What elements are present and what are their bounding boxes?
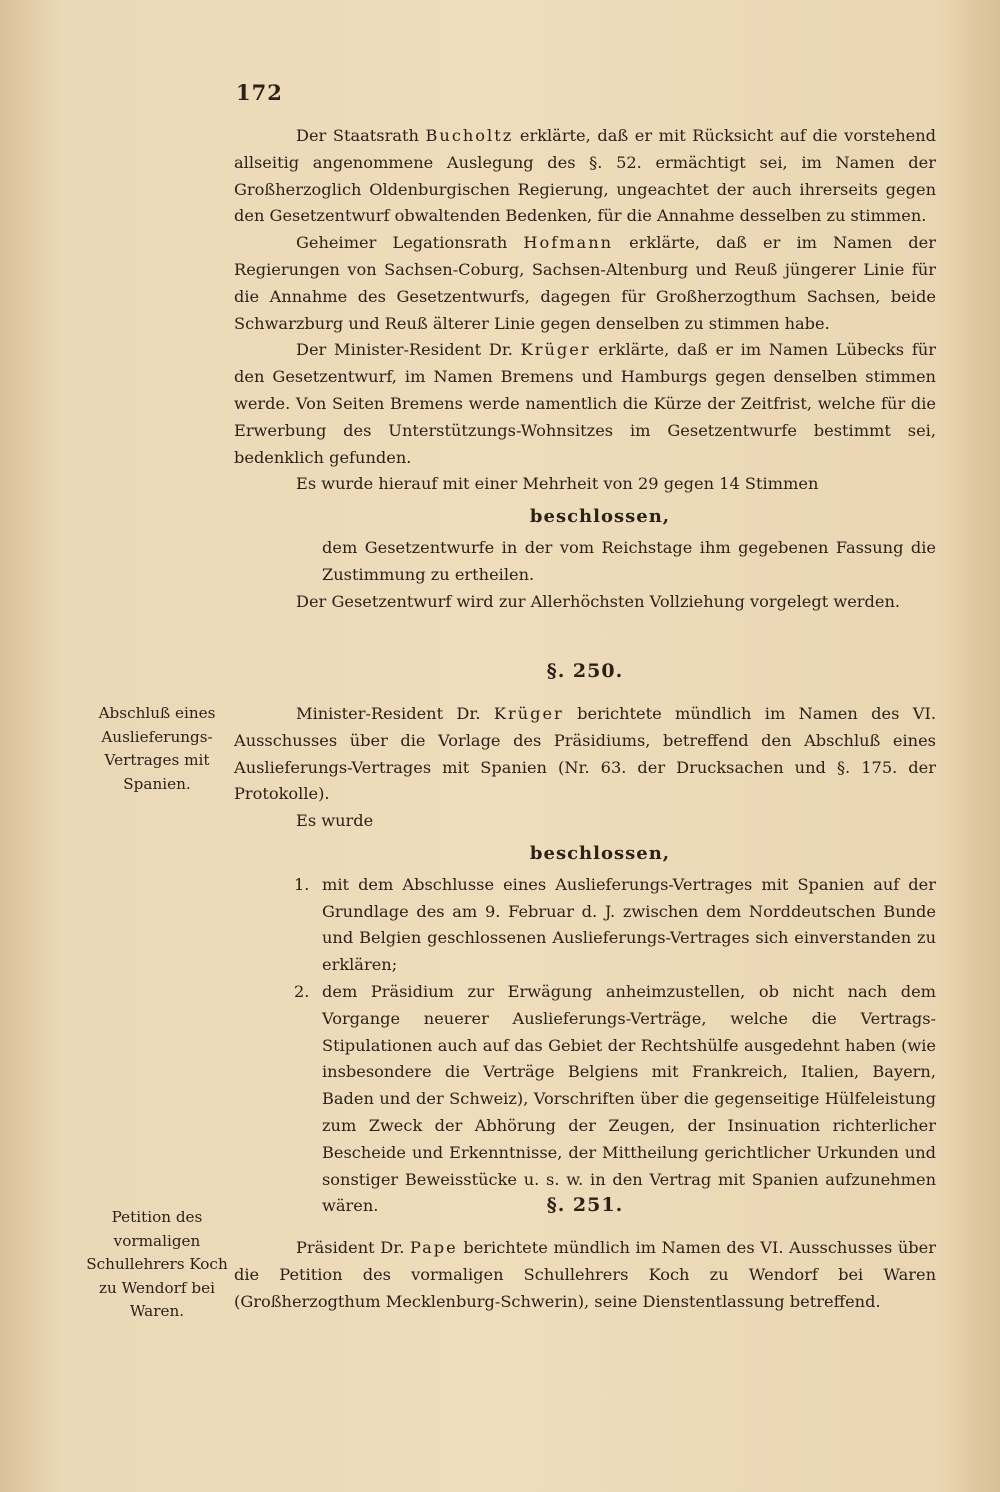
paragraph-report-250: [234, 701, 936, 808]
person-name: Pape: [409, 1238, 458, 1257]
text-run: Präsident Dr.: [296, 1238, 410, 1257]
section-250-body: [234, 701, 936, 1220]
text-run: Minister-Resident Dr.: [296, 704, 494, 723]
list-item: [234, 979, 936, 1220]
protocol-block-1: [234, 123, 936, 615]
list-text: dem Präsidium zur Erwägung anheimzustellen, ob nicht nach dem Vorgange neuerer Auslieferungs-Verträge, welche die Vertrags-Stipulationen auch auf das Gebiet der Rechtshülfe ausgedehnt haben (wie insbesondere die Verträge Belgiens mit Frankreich, Italien, Bayern, Baden und der Schweiz), Vorschriften über die gegenseitige Hülfeleistung zum Zweck der Abhörung der Zeugen, der Insinuation richterlicher Bescheide und Erkenntnisse, der Mittheilung gerichtlicher Urkunden und sonstiger Beweisstücke u. s. w. in den Vertrag mit Spanien aufzunehmen wären.: [322, 981, 936, 1216]
list-item: [234, 872, 936, 979]
paragraph-es-wurde: Es wurde: [296, 811, 374, 831]
section-251-body: [234, 1235, 936, 1315]
person-name: Bucholtz: [425, 126, 514, 145]
person-name: Hofmann: [523, 233, 614, 253]
page-number: 172: [236, 80, 283, 105]
text-run: Geheimer Legationsrath: [296, 233, 524, 253]
resolved-heading-250: beschlossen,: [529, 842, 671, 864]
text-run: erklärte, daß er mit Rücksicht auf die vorstehend allseitig angenommene Auslegung des §. 52. ermächtigt sei, im Namen der Großherzoglich Oldenburgischen Regierung, ungeachtet der auch ihrerseits gegen den Gesetzentwurf obwaltenden Bedenken, für die Annahme desselben zu stimmen.: [234, 126, 937, 226]
person-name: Krüger: [520, 340, 591, 360]
paragraph-bucholtz: [234, 123, 936, 230]
paragraph-krueger: [234, 337, 936, 471]
text-run: berichtete mündlich im Namen des VI. Ausschusses über die Vorlage des Präsidiums, betreffend den Abschluß eines Auslieferungs-Vertrages mit Spanien (Nr. 63. der Drucksachen und §. 175. der Protokolle).: [234, 704, 936, 804]
resolved-heading: beschlossen,: [529, 506, 671, 528]
paragraph-vote: Es wurde hierauf mit einer Mehrheit von 29 gegen 14 Stimmen: [296, 474, 819, 494]
text-run: erklärte, daß er im Namen Lübecks für den Gesetzentwurf, im Namen Bremens und Hamburgs gegen denselben stimmen werde. Von Seiten Bremens werde namentlich die Kürze der Zeitfrist, welche für die Erwerbung des Unterstützungs-Wohnsitzes im Gesetzentwurfe bestimmt sei, bedenklich gefunden.: [234, 340, 936, 467]
text-run: Der Minister-Resident Dr.: [296, 340, 521, 360]
paragraph-report-251: [234, 1235, 936, 1315]
paragraph-resolution: dem Gesetzentwurfe in der vom Reichstage ihm gegebenen Fassung die Zustimmung zu ertheilen.: [322, 537, 936, 584]
person-name: Krüger: [493, 704, 564, 723]
paragraph-submission: Der Gesetzentwurf wird zur Allerhöchsten Vollziehung vorgelegt werden.: [296, 591, 901, 611]
paragraph-hofmann: [234, 230, 936, 337]
list-number: 1.: [294, 874, 310, 894]
margin-note-251: Petition des vormaligen Schullehrers Koch zu Wendorf bei Waren.: [86, 1208, 228, 1320]
section-heading-250: §. 250.: [546, 660, 624, 682]
text-run: erklärte, daß er im Namen der Regierungen von Sachsen-Coburg, Sachsen-Altenburg und Reuß jüngerer Linie für die Annahme des Gesetzentwurfs, dagegen für Großherzogthum Sachsen, beide Schwarzburg und Reuß älterer Linie gegen denselben zu stimmen habe.: [234, 233, 936, 333]
list-number: 2.: [294, 981, 310, 1001]
margin-note-250: Abschluß eines Auslieferungs-Vertrages mit Spanien.: [98, 704, 216, 793]
resolution-list: [234, 872, 936, 1220]
section-heading-251: §. 251.: [546, 1194, 624, 1216]
text-run: berichtete mündlich im Namen des VI. Ausschusses über die Petition des vormaligen Schullehrers Koch zu Wendorf bei Waren (Großherzogthum Mecklenburg-Schwerin), seine Dienstentlassung betreffend.: [234, 1238, 936, 1311]
list-text: mit dem Abschlusse eines Auslieferungs-Vertrages mit Spanien auf der Grundlage des am 9. Februar d. J. zwischen dem Norddeutschen Bunde und Belgien geschlossenen Auslieferungs-Vertrages sich einverstanden zu erklären;: [322, 874, 936, 975]
text-run: Der Staatsrath: [296, 126, 426, 145]
